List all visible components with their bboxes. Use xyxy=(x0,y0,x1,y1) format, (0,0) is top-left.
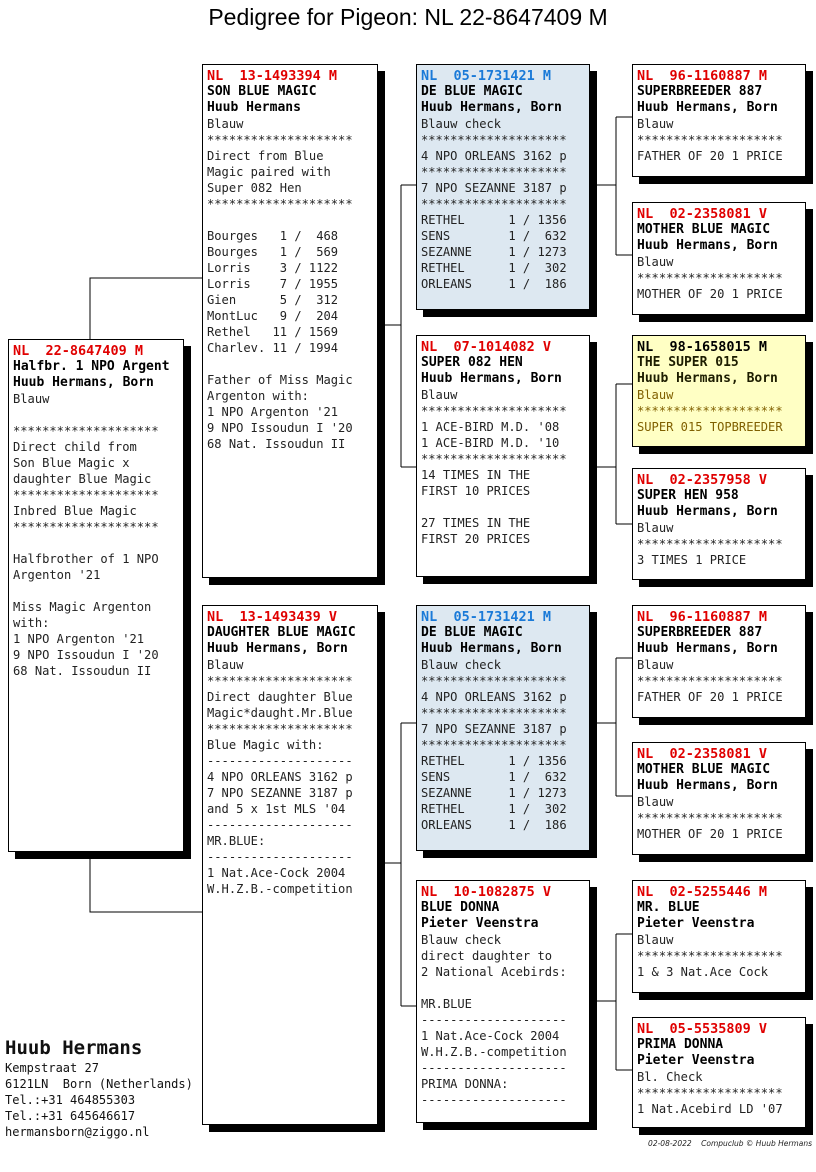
ring-number: NL 22-8647409 M xyxy=(13,343,144,359)
pigeon-notes xyxy=(421,403,585,547)
text-line: ******************** xyxy=(637,1086,783,1100)
pigeon-color: Blauw xyxy=(637,388,674,402)
pigeon-color: Blauw xyxy=(637,117,674,131)
text-line: 1 ACE-BIRD M.D. '10 xyxy=(421,436,560,450)
pigeon-notes xyxy=(207,673,373,897)
text-line: 7 NPO SEZANNE 3187 p xyxy=(421,181,567,195)
text-line: Lorris 7 / 1955 xyxy=(207,277,339,291)
text-line: 1 Nat.Ace-Cock 2004 xyxy=(207,866,346,880)
text-line: MontLuc 9 / 204 xyxy=(207,309,339,323)
pigeon-name: MOTHER BLUE MAGIC xyxy=(637,762,771,777)
text-line: Bourges 1 / 468 xyxy=(207,229,339,243)
text-line: FIRST 10 PRICES xyxy=(421,484,531,498)
text-line: Halfbrother of 1 NPO xyxy=(13,552,159,566)
text-line: ******************** xyxy=(207,133,353,147)
text-line: 27 TIMES IN THE xyxy=(421,516,531,530)
text-line: ******************** xyxy=(637,949,783,963)
text-line: 4 NPO ORLEANS 3162 p xyxy=(421,690,567,704)
pigeon-color: Blauw check xyxy=(421,658,502,672)
pigeon-card-dsd[interactable] xyxy=(632,742,806,855)
pigeon-name: DE BLUE MAGIC xyxy=(421,84,523,99)
text-line: W.H.Z.B.-competition xyxy=(207,882,353,896)
text-line xyxy=(207,356,373,372)
pigeon-color: Blauw xyxy=(637,658,674,672)
text-line: 7 NPO SEZANNE 3187 p xyxy=(207,786,353,800)
text-line: MOTHER OF 20 1 PRICE xyxy=(637,287,783,301)
text-line: ******************** xyxy=(421,452,567,466)
text-line: Bourges 1 / 569 xyxy=(207,245,339,259)
breeder-address xyxy=(5,1060,193,1140)
text-line: 4 NPO ORLEANS 3162 p xyxy=(421,149,567,163)
pigeon-color: Blauw check xyxy=(421,117,502,131)
pigeon-name: MR. BLUE xyxy=(637,900,700,915)
pigeon-card-dss[interactable] xyxy=(632,605,806,718)
text-line: ******************** xyxy=(207,674,353,688)
pigeon-card-dam-dam[interactable] xyxy=(416,880,590,1123)
text-line: 1 & 3 Nat.Ace Cock xyxy=(637,965,769,979)
pigeon-card-dam[interactable] xyxy=(202,605,378,1125)
text-line xyxy=(13,407,179,423)
text-line: -------------------- xyxy=(421,1061,567,1075)
text-line: ORLEANS 1 / 186 xyxy=(421,818,567,832)
text-line: ******************** xyxy=(637,674,783,688)
pigeon-notes xyxy=(637,536,801,568)
pigeon-name: THE SUPER 015 xyxy=(637,355,739,370)
text-line: ******************** xyxy=(207,722,353,736)
pigeon-card-sire-sire[interactable] xyxy=(416,64,590,310)
text-line: -------------------- xyxy=(421,1093,567,1107)
ring-number: NL 05-1731421 M xyxy=(421,68,552,84)
pigeon-color: Blauw xyxy=(637,795,674,809)
pigeon-name: MOTHER BLUE MAGIC xyxy=(637,222,771,237)
ring-number: NL 02-5255446 M xyxy=(637,884,768,900)
text-line: PRIMA DONNA: xyxy=(421,1077,509,1091)
pigeon-card-dds[interactable] xyxy=(632,880,806,993)
text-line: ******************** xyxy=(13,520,159,534)
pigeon-name: SUPERBREEDER 887 xyxy=(637,625,763,640)
text-line: Magic*daught.Mr.Blue xyxy=(207,706,353,720)
pigeon-color: Blauw xyxy=(637,933,674,947)
text-line: 1 NPO Argenton '21 xyxy=(13,632,145,646)
text-line xyxy=(13,583,179,599)
pigeon-name: DAUGHTER BLUE MAGIC xyxy=(207,625,356,640)
pigeon-color: Blauw xyxy=(13,392,50,406)
text-line: Direct from Blue xyxy=(207,149,324,163)
owner-name: Huub Hermans, Born xyxy=(637,641,778,656)
text-line: Miss Magic Argenton xyxy=(13,600,152,614)
pigeon-notes xyxy=(421,673,585,833)
text-line: SENS 1 / 632 xyxy=(421,770,567,784)
owner-name: Huub Hermans, Born xyxy=(207,641,348,656)
ring-number: NL 96-1160887 M xyxy=(637,609,768,625)
text-line: ******************** xyxy=(421,133,567,147)
text-line: 68 Nat. Issoudun II xyxy=(13,664,152,678)
ring-number: NL 07-1014082 V xyxy=(421,339,552,355)
text-line: ******************** xyxy=(637,271,783,285)
text-line: 1 ACE-BIRD M.D. '08 xyxy=(421,420,560,434)
text-line: ******************** xyxy=(421,404,567,418)
text-line: RETHEL 1 / 1356 xyxy=(421,754,567,768)
text-line: Son Blue Magic x xyxy=(13,456,130,470)
owner-name: Pieter Veenstra xyxy=(421,916,539,931)
pigeon-notes xyxy=(421,132,585,292)
text-line: FATHER OF 20 1 PRICE xyxy=(637,149,783,163)
text-line: -------------------- xyxy=(207,754,353,768)
pigeon-notes xyxy=(637,810,801,842)
text-line: Charlev. 11 / 1994 xyxy=(207,341,339,355)
text-line: ******************** xyxy=(637,537,783,551)
text-line: Kempstraat 27 xyxy=(5,1061,99,1075)
text-line: Argenton '21 xyxy=(13,568,101,582)
text-line: 9 NPO Issoudun I '20 xyxy=(13,648,159,662)
text-line: Direct daughter Blue xyxy=(207,690,353,704)
pigeon-notes xyxy=(637,403,801,435)
owner-name: Huub Hermans, Born xyxy=(637,238,778,253)
text-line: -------------------- xyxy=(207,818,353,832)
owner-name: Pieter Veenstra xyxy=(637,1053,755,1068)
text-line: ORLEANS 1 / 186 xyxy=(421,277,567,291)
pigeon-notes xyxy=(637,270,801,302)
text-line: FIRST 20 PRICES xyxy=(421,532,531,546)
pigeon-color: Blauw check xyxy=(421,933,502,947)
ring-number: NL 13-1493439 V xyxy=(207,609,338,625)
text-line: 1 Nat.Acebird LD '07 xyxy=(637,1102,783,1116)
page-title: Pedigree for Pigeon: NL 22-8647409 M xyxy=(208,4,608,30)
owner-name: Huub Hermans, Born xyxy=(637,504,778,519)
text-line: ******************** xyxy=(421,197,567,211)
text-line: 2 National Acebirds: xyxy=(421,965,567,979)
text-line: ******************** xyxy=(421,706,567,720)
pigeon-card-sdd[interactable] xyxy=(632,468,806,580)
text-line: ******************** xyxy=(13,488,159,502)
text-line: SEZANNE 1 / 1273 xyxy=(421,786,567,800)
pigeon-notes xyxy=(421,948,585,1108)
pigeon-name: BLUE DONNA xyxy=(421,900,500,915)
pigeon-notes xyxy=(13,407,179,679)
text-line: SENS 1 / 632 xyxy=(421,229,567,243)
pigeon-card-sire[interactable] xyxy=(202,64,378,578)
ring-number: NL 02-2358081 V xyxy=(637,206,768,222)
owner-name: Huub Hermans, Born xyxy=(13,375,154,390)
owner-name: Huub Hermans, Born xyxy=(637,778,778,793)
text-line: ******************** xyxy=(207,197,353,211)
text-line: hermansborn@ziggo.nl xyxy=(5,1125,150,1139)
pigeon-card-sds[interactable] xyxy=(632,335,806,447)
pigeon-name: Halfbr. 1 NPO Argent xyxy=(13,359,170,374)
pigeon-name: SON BLUE MAGIC xyxy=(207,84,317,99)
ring-number: NL 13-1493394 M xyxy=(207,68,338,84)
breeder-name: Huub Hermans xyxy=(5,1037,143,1059)
ring-number: NL 98-1658015 M xyxy=(637,339,768,355)
pigeon-color: Blauw xyxy=(637,521,674,535)
ring-number: NL 05-1731421 M xyxy=(421,609,552,625)
pigeon-name: DE BLUE MAGIC xyxy=(421,625,523,640)
pigeon-color: Blauw xyxy=(207,658,244,672)
owner-name: Huub Hermans xyxy=(207,100,301,115)
text-line: Lorris 3 / 1122 xyxy=(207,261,339,275)
text-line xyxy=(207,212,373,228)
pigeon-notes xyxy=(637,948,801,980)
text-line: ******************** xyxy=(637,811,783,825)
text-line: Father of Miss Magic xyxy=(207,373,353,387)
text-line: 1 Nat.Ace-Cock 2004 xyxy=(421,1029,560,1043)
text-line: direct daughter to xyxy=(421,949,553,963)
pigeon-name: SUPER 082 HEN xyxy=(421,355,523,370)
pigeon-name: SUPERBREEDER 887 xyxy=(637,84,763,99)
ring-number: NL 10-1082875 V xyxy=(421,884,552,900)
text-line: W.H.Z.B.-competition xyxy=(421,1045,567,1059)
text-line: ******************** xyxy=(637,133,783,147)
pigeon-color: Bl. Check xyxy=(637,1070,703,1084)
pigeon-notes xyxy=(637,132,801,164)
text-line: 6121LN Born (Netherlands) xyxy=(5,1077,193,1091)
text-line: -------------------- xyxy=(207,850,353,864)
owner-name: Huub Hermans, Born xyxy=(421,641,562,656)
ring-number: NL 05-5535809 V xyxy=(637,1021,768,1037)
text-line: SUPER 015 TOPBREEDER xyxy=(637,420,783,434)
text-line: Argenton with: xyxy=(207,389,309,403)
text-line: Blue Magic with: xyxy=(207,738,324,752)
pigeon-notes xyxy=(637,673,801,705)
text-line: 14 TIMES IN THE xyxy=(421,468,531,482)
pigeon-color: Blauw xyxy=(637,255,674,269)
pigeon-card-sss[interactable] xyxy=(632,64,806,177)
pigeon-card-subject[interactable] xyxy=(8,339,184,852)
text-line: ******************** xyxy=(421,738,567,752)
ring-number: NL 02-2358081 V xyxy=(637,746,768,762)
text-line: 9 NPO Issoudun I '20 xyxy=(207,421,353,435)
text-line: RETHEL 1 / 1356 xyxy=(421,213,567,227)
pigeon-notes xyxy=(207,132,373,452)
text-line: -------------------- xyxy=(421,1013,567,1027)
text-line: RETHEL 1 / 302 xyxy=(421,261,567,275)
text-line: SEZANNE 1 / 1273 xyxy=(421,245,567,259)
owner-name: Huub Hermans, Born xyxy=(637,371,778,386)
text-line: Tel.:+31 464855303 xyxy=(5,1093,136,1107)
owner-name: Huub Hermans, Born xyxy=(421,100,562,115)
text-line: Direct child from xyxy=(13,440,137,454)
text-line: Gien 5 / 312 xyxy=(207,293,339,307)
pigeon-color: Blauw xyxy=(421,388,458,402)
text-line: and 5 x 1st MLS '04 xyxy=(207,802,346,816)
text-line: RETHEL 1 / 302 xyxy=(421,802,567,816)
text-line: 1 NPO Argenton '21 xyxy=(207,405,339,419)
text-line: daughter Blue Magic xyxy=(13,472,152,486)
text-line: ******************** xyxy=(637,404,783,418)
pigeon-notes xyxy=(637,1085,801,1117)
text-line: 7 NPO SEZANNE 3187 p xyxy=(421,722,567,736)
text-line xyxy=(13,535,179,551)
text-line: Inbred Blue Magic xyxy=(13,504,137,518)
text-line: 68 Nat. Issoudun II xyxy=(207,437,346,451)
pigeon-card-sire-dam[interactable] xyxy=(416,335,590,577)
pigeon-name: SUPER HEN 958 xyxy=(637,488,739,503)
text-line xyxy=(421,499,585,515)
text-line: Rethel 11 / 1569 xyxy=(207,325,339,339)
owner-name: Pieter Veenstra xyxy=(637,916,755,931)
ring-number: NL 02-2357958 V xyxy=(637,472,768,488)
pigeon-card-dam-sire[interactable] xyxy=(416,605,590,851)
text-line: ******************** xyxy=(421,165,567,179)
pigeon-card-ddd[interactable] xyxy=(632,1017,806,1128)
text-line: Super 082 Hen xyxy=(207,181,302,195)
text-line: MOTHER OF 20 1 PRICE xyxy=(637,827,783,841)
text-line: 3 TIMES 1 PRICE xyxy=(637,553,747,567)
text-line: ******************** xyxy=(13,424,159,438)
text-line: Magic paired with xyxy=(207,165,331,179)
text-line: ******************** xyxy=(421,674,567,688)
ring-number: NL 96-1160887 M xyxy=(637,68,768,84)
footer-credit: 02-08-2022 Compuclub © Huub Hermans xyxy=(648,1139,812,1148)
text-line: 4 NPO ORLEANS 3162 p xyxy=(207,770,353,784)
pigeon-color: Blauw xyxy=(207,117,244,131)
pigeon-name: PRIMA DONNA xyxy=(637,1037,724,1052)
text-line: MR.BLUE: xyxy=(207,834,266,848)
text-line: Tel.:+31 645646617 xyxy=(5,1109,136,1123)
owner-name: Huub Hermans, Born xyxy=(421,371,562,386)
text-line: with: xyxy=(13,616,50,630)
text-line xyxy=(421,980,585,996)
owner-name: Huub Hermans, Born xyxy=(637,100,778,115)
pigeon-card-ssd[interactable] xyxy=(632,202,806,315)
text-line: MR.BLUE xyxy=(421,997,472,1011)
breeder-info xyxy=(5,1036,193,1140)
text-line: FATHER OF 20 1 PRICE xyxy=(637,690,783,704)
